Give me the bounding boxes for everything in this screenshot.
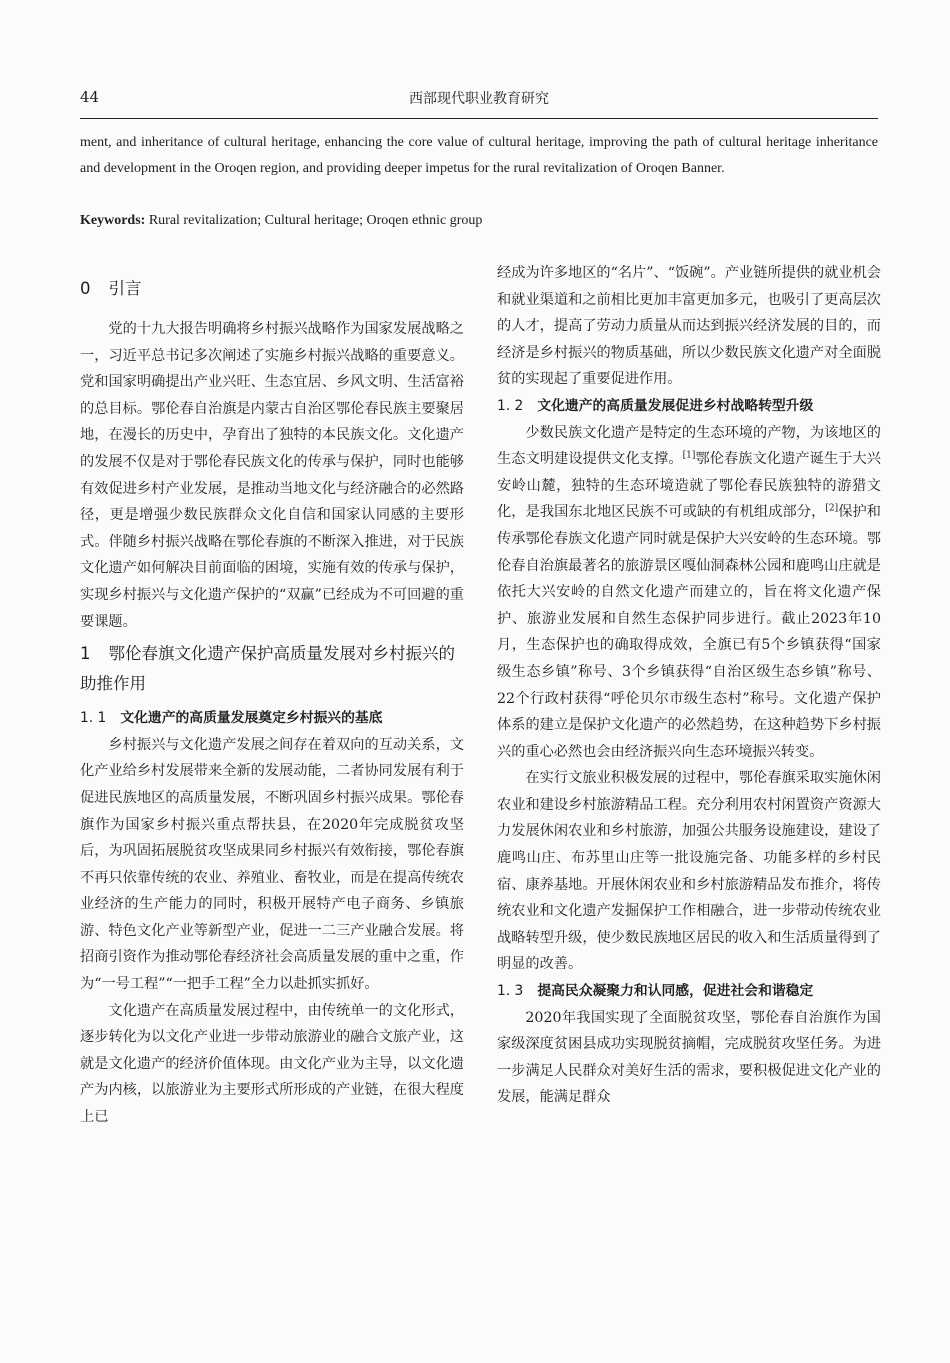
section-1-1-paragraph-1: 乡村振兴与文化遗产发展之间存在着双向的互动关系，文化产业给乡村发展带来全新的发展动能，二者协同发展有利于促进民族地区的高质量发展，不断巩固乡村振兴成果。鄂伦春旗作为国家乡村振兴重点帮扶县，在2020年完成脱贫攻坚后，为巩固拓展脱贫攻坚成果同乡村振兴有效衔接，鄂伦春旗不再只依靠传统的农业、养殖业、畜牧业，而是在提高传统农业经济的生产能力的同时，积极开展特产电子商务、乡镇旅游、特色文化产业等新型产业，促进一二三产业融合发展。将招商引资作为推动鄂伦春经济社会高质量发展的重中之重，作为“一号工程”“一把手工程”全力以赴抓实抓好。 bbox=[80, 736, 464, 993]
heading-title: 文化遗产的高质量发展奠定乡村振兴的基底 bbox=[120, 710, 383, 727]
intro-heading bbox=[80, 274, 464, 304]
heading-number: 1. 1 bbox=[80, 710, 107, 727]
heading-number: 1. 3 bbox=[497, 983, 524, 1000]
paragraph-text: 少数民族文化遗产是特定的生态环境的产物，为该地区的生态文明建设提供文化支撑。 bbox=[497, 424, 881, 468]
left-column bbox=[80, 260, 464, 1131]
section-1-2-heading bbox=[497, 393, 881, 420]
english-abstract-tail: ment, and inheritance of cultural heritage, enhancing the core value of cultural heritage, improving the path of cultural heritage inheritance and development in the Oroqen region, and providing deeper impetus for the rural revitalization of Oroqen Banner. bbox=[80, 135, 878, 176]
heading-number: 1 bbox=[80, 644, 91, 664]
section-1-3-paragraph-1: 2020年我国实现了全面脱贫攻坚，鄂伦春自治旗作为国家级深度贫困县成功实现脱贫摘帽，完成脱贫攻坚任务。为进一步满足人民群众对美好生活的需求，要积极促进文化产业的发展，能满足群众 bbox=[497, 1009, 881, 1106]
heading-number: 0 bbox=[80, 279, 91, 298]
citation-1[interactable]: [1] bbox=[682, 450, 696, 461]
paragraph-text: 保护和传承鄂伦春族文化遗产同时就是保护大兴安岭的生态环境。鄂伦春自治旗最著名的旅游景区嘎仙洞森林公园和鹿鸣山庄就是依托大兴安岭的自然文化遗产而建立的，旨在将文化遗产保护、旅游业发展和自然生态保护同步进行。截止2023年10月，生态保护也的确取得成效，全旗已有5个乡镇获得“国家级生态乡镇”称号、3个乡镇获得“自治区级生态乡镇”称号、22个行政村获得“呼伦贝尔市级生态村”称号。文化遗产保护体系的建立是保护文化遗产的必然趋势，在这种趋势下乡村振兴的重心必然也会由经济振兴向生态环境振兴转变。 bbox=[497, 504, 881, 760]
keywords-text: Rural revitalization; Cultural heritage; Oroqen ethnic group bbox=[148, 213, 483, 228]
running-header bbox=[80, 88, 878, 119]
heading-title: 文化遗产的高质量发展促进乡村战略转型升级 bbox=[537, 397, 814, 414]
heading-number: 1. 2 bbox=[497, 397, 524, 414]
continued-paragraph: 经成为许多地区的“名片”、“饭碗”。产业链所提供的就业机会和就业渠道和之前相比更加丰富更加多元，也吸引了更高层次的人才，提高了劳动力质量从而达到振兴经济发展的目的，而经济是乡村振兴的物质基础，所以少数民族文化遗产对全面脱贫的实现起了重要促进作用。 bbox=[497, 265, 881, 388]
paragraph-text: 鄂伦春族文化遗产诞生于大兴安岭山麓，独特的生态环境造就了鄂伦春民族独特的游猎文化，是我国东北地区民族不可或缺的有机组成部分， bbox=[497, 451, 881, 521]
section-1-2-paragraph-2: 在实行文旅业积极发展的过程中，鄂伦春旗采取实施休闲农业和建设乡村旅游精品工程。充分利用农村闲置资产资源大力发展休闲农业和乡村旅游，加强公共服务设施建设，建设了鹿鸣山庄、布苏里山庄等一批设施完备、功能多样的乡村民宿、康养基地。开展休闲农业和乡村旅游精品发布推介，将传统农业和文化遗产发掘保护工作相融合，进一步带动传统农业战略转型升级，使少数民族地区居民的收入和生活质量得到了明显的改善。 bbox=[497, 770, 881, 973]
keywords-label: Keywords: bbox=[80, 213, 146, 228]
intro-paragraph: 党的十九大报告明确将乡村振兴战略作为国家发展战略之一，习近平总书记多次阐述了实施乡村振兴战略的重要意义。党和国家明确提出产业兴旺、生态宜居、乡风文明、生活富裕的总目标。鄂伦春自治旗是内蒙古自治区鄂伦春民族主要聚居地，在漫长的历史中，孕育出了独特的本民族文化。文化遗产的发展不仅是对于鄂伦春民族文化的传承与保护，同时也能够有效促进乡村产业发展，是推动当地文化与经济融合的必然路径，更是增强少数民族群众文化自信和国家认同感的主要形式。伴随乡村振兴战略在鄂伦春旗的不断深入推进，对于民族文化遗产如何解决目前面临的困境，实施有效的传承与保护，实现乡村振兴与文化遗产保护的“双赢”已经成为不可回避的重要课题。 bbox=[80, 321, 464, 630]
section-1-3-heading bbox=[497, 978, 881, 1005]
heading-title: 引言 bbox=[108, 279, 142, 298]
citation-2[interactable]: [2] bbox=[825, 503, 839, 514]
right-column bbox=[497, 260, 881, 1111]
page-number: 44 bbox=[80, 88, 100, 106]
keywords-line bbox=[80, 208, 878, 234]
journal-title: 西部现代职业教育研究 bbox=[409, 91, 549, 107]
section-1-1-paragraph-2: 文化遗产在高质量发展过程中，由传统单一的文化形式，逐步转化为以文化产业进一步带动旅游业的融合文旅产业，这就是文化遗产的经济价值体现。由文化产业为主导，以文化遗产为内核，以旅游业为主要形式所形成的产业链，在很大程度上已 bbox=[80, 1002, 464, 1126]
section-1-heading bbox=[80, 639, 464, 699]
heading-title: 鄂伦春旗文化遗产保护高质量发展对乡村振兴的助推作用 bbox=[80, 644, 455, 694]
heading-title: 提高民众凝聚力和认同感，促进社会和谐稳定 bbox=[537, 983, 814, 1000]
section-1-1-heading bbox=[80, 705, 464, 732]
section-1-2-paragraph-1 bbox=[497, 420, 881, 766]
